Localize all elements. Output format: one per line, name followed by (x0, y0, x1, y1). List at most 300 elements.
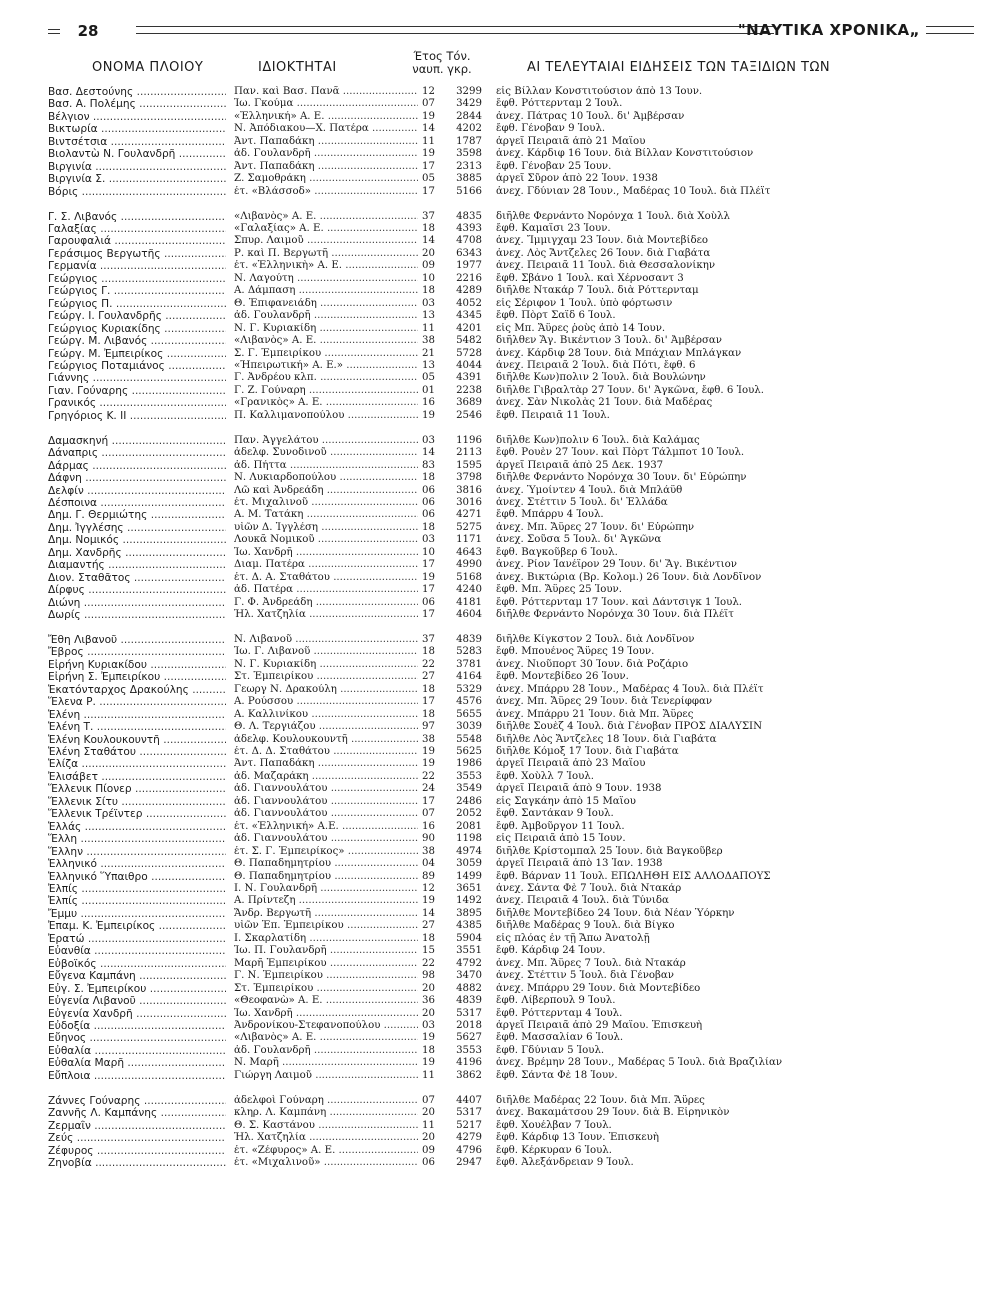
ship-name: Δημ. Ἰγγλέσης ..... (48, 522, 226, 534)
ship-name: Ἐπαμ. Κ. Ἐμπειρίκος ..... (48, 920, 226, 932)
ship-name: Γεώργ. Ι. Γουλανδρῆς ..... (48, 310, 226, 322)
build-year: 06 (422, 596, 435, 608)
table-row (48, 983, 978, 995)
voyage-news: ἀργεῖ Πειραιᾶ ἀπὸ 21 Μαΐου (496, 135, 646, 147)
ship-owner: υἱῶν Δ. Ἰγγλέση ..... (234, 522, 418, 534)
ship-name: Εὔπλοια ..... (48, 1070, 226, 1082)
ship-name: Βασ. Δεστούνης ..... (48, 86, 226, 98)
ship-owner: ἀδ. Πατέρα ..... (234, 584, 418, 596)
ship-name: Ζεύς ..... (48, 1132, 226, 1144)
table-row (48, 235, 978, 247)
ship-name: Διώνη ..... (48, 597, 226, 609)
gross-tons: 4792 (456, 957, 482, 969)
voyage-news: ἔφθ. Κάρδιφ 24 Ἰουν. (496, 945, 606, 957)
voyage-news: ἀργεῖ Πειραιᾶ ἀπὸ 9 Ἰουν. 1938 (496, 783, 662, 795)
ship-owner: Θ. Παπαδημητρίου ..... (234, 871, 418, 883)
build-year: 19 (422, 1057, 435, 1069)
ship-owner: Ν. Μαρῆ ..... (234, 1057, 418, 1069)
ship-name: Εὐγενία Χανδρῆ ..... (48, 1008, 226, 1020)
ship-owner: Σπυρ. Λαιμοῦ ..... (234, 235, 418, 247)
ship-name: Γεώργιος Π. ..... (48, 298, 226, 310)
build-year: 18 (422, 646, 435, 658)
ship-owner: ἐτ. Δ. Δ. Σταθάτου ..... (234, 746, 418, 758)
ship-owner: Ἰω. Χανδρῆ ..... (234, 547, 418, 559)
ship-name: Ἔθη Λιβανοῦ ..... (48, 634, 226, 646)
table-row (48, 833, 978, 845)
build-year: 17 (422, 185, 435, 197)
voyage-news: διῆλθε Κόμοξ 17 Ἰουν. διὰ Γιαβάτα (496, 746, 679, 758)
table-row (48, 509, 978, 521)
voyage-news: διῆλθε Μοντεβίδεο 24 Ἰουν. διὰ Νέαν Ὑόρκην (496, 907, 735, 919)
ship-name: Βιντσέτσια ..... (48, 136, 226, 148)
gross-tons: 2238 (456, 384, 482, 396)
ship-name: Ἑλένη Κουλουκουντῆ ..... (48, 734, 226, 746)
voyage-news: ἀνεχ. Ὑμοίντεν 4 Ἰουλ. διὰ Μπλάϋθ (496, 484, 683, 496)
table-row (48, 298, 978, 310)
table-row (48, 796, 978, 808)
ship-owner: Ἰω. Π. Γουλανδρῆ ..... (234, 945, 418, 957)
table-row (48, 335, 978, 347)
page-header (48, 20, 974, 42)
ship-name: Γαλαξίας ..... (48, 223, 226, 235)
ship-owner: Θ. Παπαδημητρίου ..... (234, 858, 418, 870)
table-row (48, 435, 978, 447)
group-gap (48, 198, 978, 210)
ship-owner: Ἰω. Γκούμα ..... (234, 98, 418, 110)
table-row (48, 86, 978, 98)
ship-name: Ἕλλενικ Πίονερ ..... (48, 783, 226, 795)
table-row (48, 447, 978, 459)
build-year: 12 (422, 883, 435, 894)
gross-tons: 1787 (456, 135, 482, 147)
group-gap (48, 621, 978, 633)
ship-name: Γαρουφαλιά ..... (48, 235, 226, 247)
build-year: 36 (422, 995, 435, 1007)
voyage-news: ἀνεχ. Πειραιᾶ 11 Ἰουλ. διὰ Θεσσαλονίκην (496, 260, 716, 272)
ship-name: Εὐγ. Σ. Ἐμπειρίκου ..... (48, 983, 226, 995)
table-row (48, 310, 978, 322)
ship-name: Γεώργιος Κυριακίδης ..... (48, 323, 226, 335)
gross-tons: 4643 (456, 546, 482, 558)
group-gap (48, 1082, 978, 1094)
build-year: 09 (422, 260, 435, 272)
build-year: 90 (422, 833, 435, 845)
voyage-news: διῆλθε Λὸς Ἄντζελες 18 Ἰουν. διὰ Γιαβάτα (496, 733, 717, 745)
table-row (48, 970, 978, 982)
table-row (48, 858, 978, 870)
gross-tons: 4990 (456, 559, 482, 571)
build-year: 06 (422, 484, 435, 496)
build-year: 17 (422, 584, 435, 596)
table-row (48, 186, 978, 198)
build-year: 20 (422, 247, 435, 259)
build-year: 09 (422, 1144, 435, 1156)
table-row (48, 721, 978, 733)
gross-tons: 3470 (456, 970, 482, 982)
build-year: 20 (422, 982, 435, 994)
ship-owner: Α. Πρίντεζη ..... (234, 895, 418, 907)
voyage-news: διῆλθε Ντακάρ 7 Ἰουλ. διὰ Ρόττερνταμ (496, 285, 699, 297)
voyage-news: ἀνεχ. Νιοῦπορτ 30 Ἰουν. διὰ Ροζάριο (496, 658, 689, 670)
table-row (48, 148, 978, 160)
voyage-news: ἀνεχ. Μπάρρυ 29 Ἰουν. διὰ Μοντεβίδεο (496, 982, 701, 994)
ship-name: Δάφνη ..... (48, 472, 226, 484)
build-year: 37 (422, 210, 435, 222)
column-header-owner: ΙΔΙΟΚΤΗΤΑΙ (258, 60, 337, 75)
gross-tons: 4289 (456, 285, 482, 297)
table-row (48, 285, 978, 297)
ship-owner: Ν. Λαγούτη ..... (234, 273, 418, 285)
build-year: 18 (422, 472, 435, 484)
ship-name: Ζηνοβία ..... (48, 1157, 226, 1169)
build-year: 22 (422, 658, 435, 670)
ship-owner: Στ. Ἐμπειρίκου ..... (234, 983, 418, 995)
ship-name: Δέσποινα ..... (48, 497, 226, 509)
table-row (48, 895, 978, 907)
gross-tons: 1198 (456, 833, 482, 845)
voyage-news: ἀνεχ. Βακαμάτσου 29 Ἰουν. διὰ Β. Εἰρηνικὸν (496, 1107, 730, 1119)
gross-tons: 4271 (456, 509, 482, 521)
build-year: 07 (422, 98, 435, 110)
ship-owner: Ι. Ν. Γουλανδρῆ ..... (234, 883, 418, 895)
table-row (48, 1008, 978, 1020)
voyage-news: ἀνεχ. Ἴμμιγχαμ 23 Ἰουν. διὰ Μοντεβίδεο (496, 235, 709, 247)
build-year: 07 (422, 1094, 435, 1106)
gross-tons: 4052 (456, 297, 482, 309)
ship-name: Ἑλλάς ..... (48, 821, 226, 833)
header-rule (136, 26, 774, 34)
table-row (48, 397, 978, 409)
table-row (48, 821, 978, 833)
voyage-news: ἀνεχ. Βρέμην 28 Ἰουν., Μαδέρας 5 Ἰουλ. διὰ Βραζιλίαν (496, 1057, 783, 1069)
ship-owner: ἀδ. Μαζαράκη ..... (234, 771, 418, 783)
ship-owner: Ν. Λυκιαρδοπούλου ..... (234, 472, 418, 484)
table-row (48, 410, 978, 422)
ship-owner: Α. Καλλινίκου ..... (234, 709, 418, 721)
ship-owner: ἐτ. Σ. Γ. Ἐμπειρίκος» ..... (234, 846, 418, 858)
ship-owner: ἐτ. «Βλάσσοδ» ..... (234, 186, 418, 198)
ship-owner: «Γρανικὸς» Α. Ε. ..... (234, 397, 418, 409)
gross-tons: 4240 (456, 584, 482, 596)
ship-name: Βασ. Α. Πολέμης ..... (48, 98, 226, 110)
ship-name: Ζαννῆς Λ. Καμπάνης ..... (48, 1107, 226, 1119)
ship-name: Γεράσιμος Βεργωτῆς ..... (48, 248, 226, 260)
gross-tons: 2052 (456, 808, 482, 820)
gross-tons: 5482 (456, 335, 482, 347)
gross-tons: 4604 (456, 609, 482, 621)
build-year: 14 (422, 907, 435, 919)
ship-name: Γεώργιος Ποταμιάνος ..... (48, 360, 226, 372)
table-row (48, 460, 978, 472)
voyage-news: ἔφθ. Ρουὲν 27 Ἰουν. καὶ Πὸρτ Τάλμποτ 10 Ἰουλ. (496, 447, 745, 459)
voyage-news: ἔφθ. Μασσαλίαν 6 Ἰουλ. (496, 1032, 624, 1044)
gross-tons: 2113 (456, 447, 482, 459)
build-year: 20 (422, 1107, 435, 1119)
ship-owner: ἐτ. «Ἑλληνικὴ» Α. Ε. ..... (234, 260, 418, 272)
voyage-news: ἀνεχ. Στέττιν 5 Ἰουλ. δι' Ἑλλάδα (496, 496, 668, 508)
ship-owner: ἐτ. Μιχαλινοῦ ..... (234, 497, 418, 509)
group-gap (48, 422, 978, 434)
table-row (48, 1070, 978, 1082)
ship-owner: Ν. Λιβανοῦ ..... (234, 634, 418, 646)
gross-tons: 2844 (456, 110, 482, 122)
build-year: 11 (422, 1119, 435, 1131)
voyage-news: ἔφθ. Ρόττερνταμ 17 Ἰουν. καὶ Δάντσιγκ 1 Ἰουλ. (496, 596, 743, 608)
gross-tons: 3553 (456, 1044, 482, 1056)
build-year: 03 (422, 434, 435, 446)
ship-owner: Ζ. Σαμοθράκη ..... (234, 173, 418, 185)
ship-owner: ἀδελφοὶ Γούναρη ..... (234, 1095, 418, 1107)
build-year: 07 (422, 808, 435, 820)
header-rule (926, 26, 974, 34)
ship-name: Εὐγενία Λιβανοῦ ..... (48, 995, 226, 1007)
column-header-news: ΑΙ ΤΕΛΕΥΤΑΙΑΙ ΕΙΔΗΣΕΙΣ ΤΩΝ ΤΑΞΙΔΙΩΝ ΤΩΝ (527, 60, 831, 75)
ship-name: Ζάννες Γούναρης ..... (48, 1095, 226, 1107)
build-year: 19 (422, 746, 435, 758)
ship-owner: Γ. Φ. Ἀνδρεάδη ..... (234, 597, 418, 609)
ship-name: Βιολαντὼ Ν. Γουλανδρῆ ..... (48, 148, 226, 160)
build-year: 10 (422, 546, 435, 558)
voyage-news: ἔφθ. Καμαϊσι 23 Ἰουν. (496, 222, 611, 234)
table-row (48, 497, 978, 509)
build-year: 18 (422, 932, 435, 944)
table-row (48, 597, 978, 609)
build-year: 18 (422, 708, 435, 720)
ship-name: Γρανικός ..... (48, 397, 226, 409)
ship-name: Ἑλίζα ..... (48, 758, 226, 770)
ship-owner: Ἀνδρονίκου-Στεφανοπούλου ..... (234, 1020, 418, 1032)
build-year: 17 (422, 795, 435, 807)
gross-tons: 3039 (456, 721, 482, 733)
voyage-news: ἀνεχ. Μπάρρυ 21 Ἰουν. διὰ Μπ. Ἄϋρες (496, 708, 694, 720)
voyage-news: ἔφθ. Σάντα Φὲ 18 Ἰουν. (496, 1069, 618, 1081)
build-year: 11 (422, 322, 435, 334)
ship-name: Βιργινία ..... (48, 161, 226, 173)
gross-tons: 2947 (456, 1156, 482, 1168)
table-row (48, 734, 978, 746)
ship-owner: Στ. Ἐμπειρίκου ..... (234, 671, 418, 683)
build-year: 22 (422, 957, 435, 969)
build-year: 27 (422, 920, 435, 932)
voyage-news: ἔφθ. Σαντάκαν 9 Ἰουλ. (496, 808, 614, 820)
table-row (48, 584, 978, 596)
gross-tons: 3651 (456, 883, 482, 894)
ship-owner: Ν. Ἀπόδιακου—Χ. Πατέρα ..... (234, 123, 418, 135)
ship-owner: Παν. καὶ Βασ. Πανᾶ ..... (234, 86, 418, 98)
build-year: 12 (422, 86, 435, 97)
gross-tons: 4974 (456, 845, 482, 857)
voyage-news: ἀνεχ. Σὰν Νικολὰς 21 Ἰουν. διὰ Μαδέρας (496, 397, 713, 409)
ship-owner: ἀδ. Πήττα ..... (234, 460, 418, 472)
build-year: 06 (422, 1156, 435, 1168)
table-row (48, 1045, 978, 1057)
gross-tons: 4835 (456, 210, 482, 222)
gross-tons: 3798 (456, 472, 482, 484)
voyage-news: διῆλθε Κων)πολιν 2 Ἰουλ. διὰ Βουλώνην (496, 372, 706, 384)
voyage-news: ἀνεχ. Λὸς Ἄντζελες 26 Ἰουν. διὰ Γιαβάτα (496, 247, 711, 259)
voyage-news: ἀνεχ. Σάντα Φὲ 7 Ἰουλ. διὰ Ντακάρ (496, 883, 682, 894)
ship-owner: Ρ. καὶ Π. Βεργωτῆ ..... (234, 248, 418, 260)
build-year: 17 (422, 609, 435, 621)
build-year: 03 (422, 297, 435, 309)
ship-name: Διον. Σταθᾶτος ..... (48, 572, 226, 584)
gross-tons: 1499 (456, 870, 482, 882)
build-year: 38 (422, 845, 435, 857)
voyage-news: διῆλθε Κρίστομπαλ 25 Ἰουν. διὰ Βαγκοῦβερ (496, 845, 723, 857)
ship-name: Δωρίς ..... (48, 609, 226, 621)
gross-tons: 3059 (456, 858, 482, 870)
ship-name: Ἐρατώ ..... (48, 933, 226, 945)
ship-name: Γεώργιος ..... (48, 273, 226, 285)
build-year: 19 (422, 110, 435, 122)
build-year: 05 (422, 173, 435, 185)
gross-tons: 4391 (456, 372, 482, 384)
gross-tons: 1595 (456, 459, 482, 471)
voyage-news: ἀνεχ. Μπάρρυ 28 Ἰουν., Μαδέρας 4 Ἰουλ. διὰ Πλέϊτ (496, 683, 764, 695)
ship-owner: ἀδ. Γουλανδρῆ ..... (234, 148, 418, 160)
build-year: 06 (422, 509, 435, 521)
gross-tons: 4796 (456, 1144, 482, 1156)
gross-tons: 4181 (456, 596, 482, 608)
build-year: 15 (422, 945, 435, 957)
ship-owner: Θ. Λ. Τεργιάζου ..... (234, 721, 418, 733)
build-year: 21 (422, 347, 435, 359)
ship-name: Δαμασκηνή ..... (48, 435, 226, 447)
ship-name: Δάρμας ..... (48, 460, 226, 472)
table-row (48, 173, 978, 185)
voyage-news: διῆλθε Μαδέρας 22 Ἰουν. διὰ Μπ. Ἄϋρες (496, 1094, 705, 1106)
build-year: 13 (422, 310, 435, 322)
ship-owner: Ν. Γ. Κυριακίδη ..... (234, 323, 418, 335)
gross-tons: 3429 (456, 98, 482, 110)
ship-owner: Α. Δάμπαση ..... (234, 285, 418, 297)
ship-owner: Ν. Γ. Κυριακίδη ..... (234, 659, 418, 671)
gross-tons: 5275 (456, 521, 482, 533)
build-year: 38 (422, 733, 435, 745)
table-row (48, 260, 978, 272)
ship-owner: κληρ. Λ. Καμπάνη ..... (234, 1107, 418, 1119)
build-year: 18 (422, 285, 435, 297)
voyage-news: ἔφθ. Μπουένος Ἄϋρες 19 Ἰουν. (496, 646, 655, 658)
column-header-year-line2: ναυπ. γκρ. (412, 62, 472, 76)
table-row (48, 547, 978, 559)
table-row (48, 98, 978, 110)
ship-owner: Ἀντ. Παπαδάκη ..... (234, 758, 418, 770)
ship-name: Ἕλλενικ Σίτυ ..... (48, 796, 226, 808)
ship-owner: Λῶ καὶ Ἀνδρεάδη ..... (234, 485, 418, 497)
ship-name: Δίρφυς ..... (48, 584, 226, 596)
build-year: 20 (422, 1007, 435, 1019)
ship-name: Γερμανία ..... (48, 260, 226, 272)
gross-tons: 4345 (456, 310, 482, 322)
voyage-news: διῆλθε Φερνάντο Νορόνχα 30 Ἰουν. διὰ Πλέϊτ (496, 609, 734, 621)
ship-owner: ἀδ. Γιαννουλάτου ..... (234, 808, 418, 820)
table-row (48, 1107, 978, 1119)
gross-tons: 3016 (456, 496, 482, 508)
voyage-news: ἀνεχ. Κάρδιφ 16 Ἰουν. διὰ Βίλλαν Κονστιτούσιον (496, 148, 754, 160)
gross-tons: 2216 (456, 272, 482, 284)
gross-tons: 4196 (456, 1057, 482, 1069)
voyage-news: ἔφθ. Λίβερπουλ 9 Ἰουλ. (496, 995, 616, 1007)
build-year: 89 (422, 870, 435, 882)
table-row (48, 161, 978, 173)
ship-owner: Γ. Ζ. Γούναρη ..... (234, 385, 418, 397)
column-header-year-tons (406, 50, 478, 76)
voyage-news: ἀνεχ. Κάρδιφ 28 Ἰουν. διὰ Μπάχιαν Μπλάγκαν (496, 347, 742, 359)
ship-owner: υἱῶν Ἐπ. Ἐμπειρίκου ..... (234, 920, 418, 932)
build-year: 14 (422, 235, 435, 247)
voyage-news: ἔφθ. Βαγκοῦβερ 6 Ἰουλ. (496, 546, 618, 558)
ship-name: Βιργινία Σ. ..... (48, 173, 226, 185)
gross-tons: 5655 (456, 708, 482, 720)
gross-tons: 4882 (456, 982, 482, 994)
build-year: 04 (422, 858, 435, 870)
table-row (48, 771, 978, 783)
ship-owner: ἀδ. Γιαννουλάτου ..... (234, 833, 418, 845)
table-row (48, 385, 978, 397)
ship-owner: ἐτ. «Ζέφυρος» Α. Ε. ..... (234, 1145, 418, 1157)
ship-owner: «Λιβανὸς» Α. Ε. ..... (234, 211, 418, 223)
ship-name: Ἑλένη Τ. ..... (48, 721, 226, 733)
voyage-news: ἔφθ. Βάρναν 11 Ἰουλ. ΕΠΩΛΗΘΗ ΕΙΣ ΑΛΛΟΔΑΠΟΥΣ (496, 870, 771, 882)
gross-tons: 1977 (456, 260, 482, 272)
ship-owner: «Λιβανὸς» Α. Ε. ..... (234, 335, 418, 347)
gross-tons: 4164 (456, 671, 482, 683)
ship-owner: Ἄνδρ. Βεργωτῆ ..... (234, 908, 418, 920)
ship-owner: Ι. Σκαρλατίδη ..... (234, 933, 418, 945)
ship-owner: ἐτ. «Μιχαλινοῦ» ..... (234, 1157, 418, 1169)
ship-name: Γεώργ. Μ. Λιβανός ..... (48, 335, 226, 347)
ship-owner: «Ἑλληνική» Α. Ε. ..... (234, 111, 418, 123)
build-year: 10 (422, 272, 435, 284)
ship-owner: Ἠλ. Χατζηλία ..... (234, 609, 418, 621)
ship-owner: Π. Καλλιμανοπούλου ..... (234, 410, 418, 422)
page-number: 28 (77, 22, 99, 40)
table-row (48, 485, 978, 497)
voyage-news: εἰς Πειραιᾶ ἀπὸ 15 Ἰουν. (496, 833, 626, 845)
gross-tons: 3553 (456, 770, 482, 782)
magazine-title: "ΝΑΥΤΙΚΑ ΧΡΟΝΙΚΑ„ (737, 21, 920, 39)
voyage-news: διῆλθε Φερνάντο Νορόνχα 1 Ἰουλ. διὰ Χοὺλλ (496, 210, 730, 222)
voyage-news: ἔφθ. Γένοβαν 25 Ἰουν. (496, 160, 612, 172)
ship-owner: Λουκᾶ Νομικοῦ ..... (234, 534, 418, 546)
table-row (48, 1132, 978, 1144)
voyage-news: ἔφθ. Γδύνιαν 5 Ἰουλ. (496, 1044, 605, 1056)
voyage-news: ἔφθ. Μοντεβίδεο 26 Ἰουν. (496, 671, 629, 683)
ship-owner: «Λιβανὸς» Α. Ε. ..... (234, 1032, 418, 1044)
build-year: 03 (422, 534, 435, 546)
gross-tons: 4202 (456, 123, 482, 135)
voyage-news: διῆλθεν Ἅγ. Βικέντιον 3 Ἰουλ. δι' Ἀμβέρσαν (496, 335, 723, 347)
ship-owner: Α. Μ. Τατάκη ..... (234, 509, 418, 521)
ship-name: Βικτωρία ..... (48, 123, 226, 135)
voyage-news: εἰς Σέριφον 1 Ἰουλ. ὑπὸ φόρτωσιν (496, 297, 673, 309)
ship-name: Ἕλλην ..... (48, 846, 226, 858)
gross-tons: 2313 (456, 160, 482, 172)
table-row (48, 1020, 978, 1032)
ship-name: Εὐθαλία Μαρῆ ..... (48, 1057, 226, 1069)
table-row (48, 248, 978, 260)
ship-owner: Γ. Ἀνδρέου κλπ. ..... (234, 372, 418, 384)
table-row (48, 223, 978, 235)
voyage-news: ἀνεχ. Σοῦσα 5 Ἰουλ. δι' Ἀγκῶνα (496, 534, 662, 546)
voyage-news: ἀνεχ. Στέττιν 5 Ἰουλ. διὰ Γένοβαν (496, 970, 674, 982)
table-row (48, 123, 978, 135)
gross-tons: 3689 (456, 397, 482, 409)
gross-tons: 4385 (456, 920, 482, 932)
build-year: 05 (422, 372, 435, 384)
gross-tons: 5217 (456, 1119, 482, 1131)
